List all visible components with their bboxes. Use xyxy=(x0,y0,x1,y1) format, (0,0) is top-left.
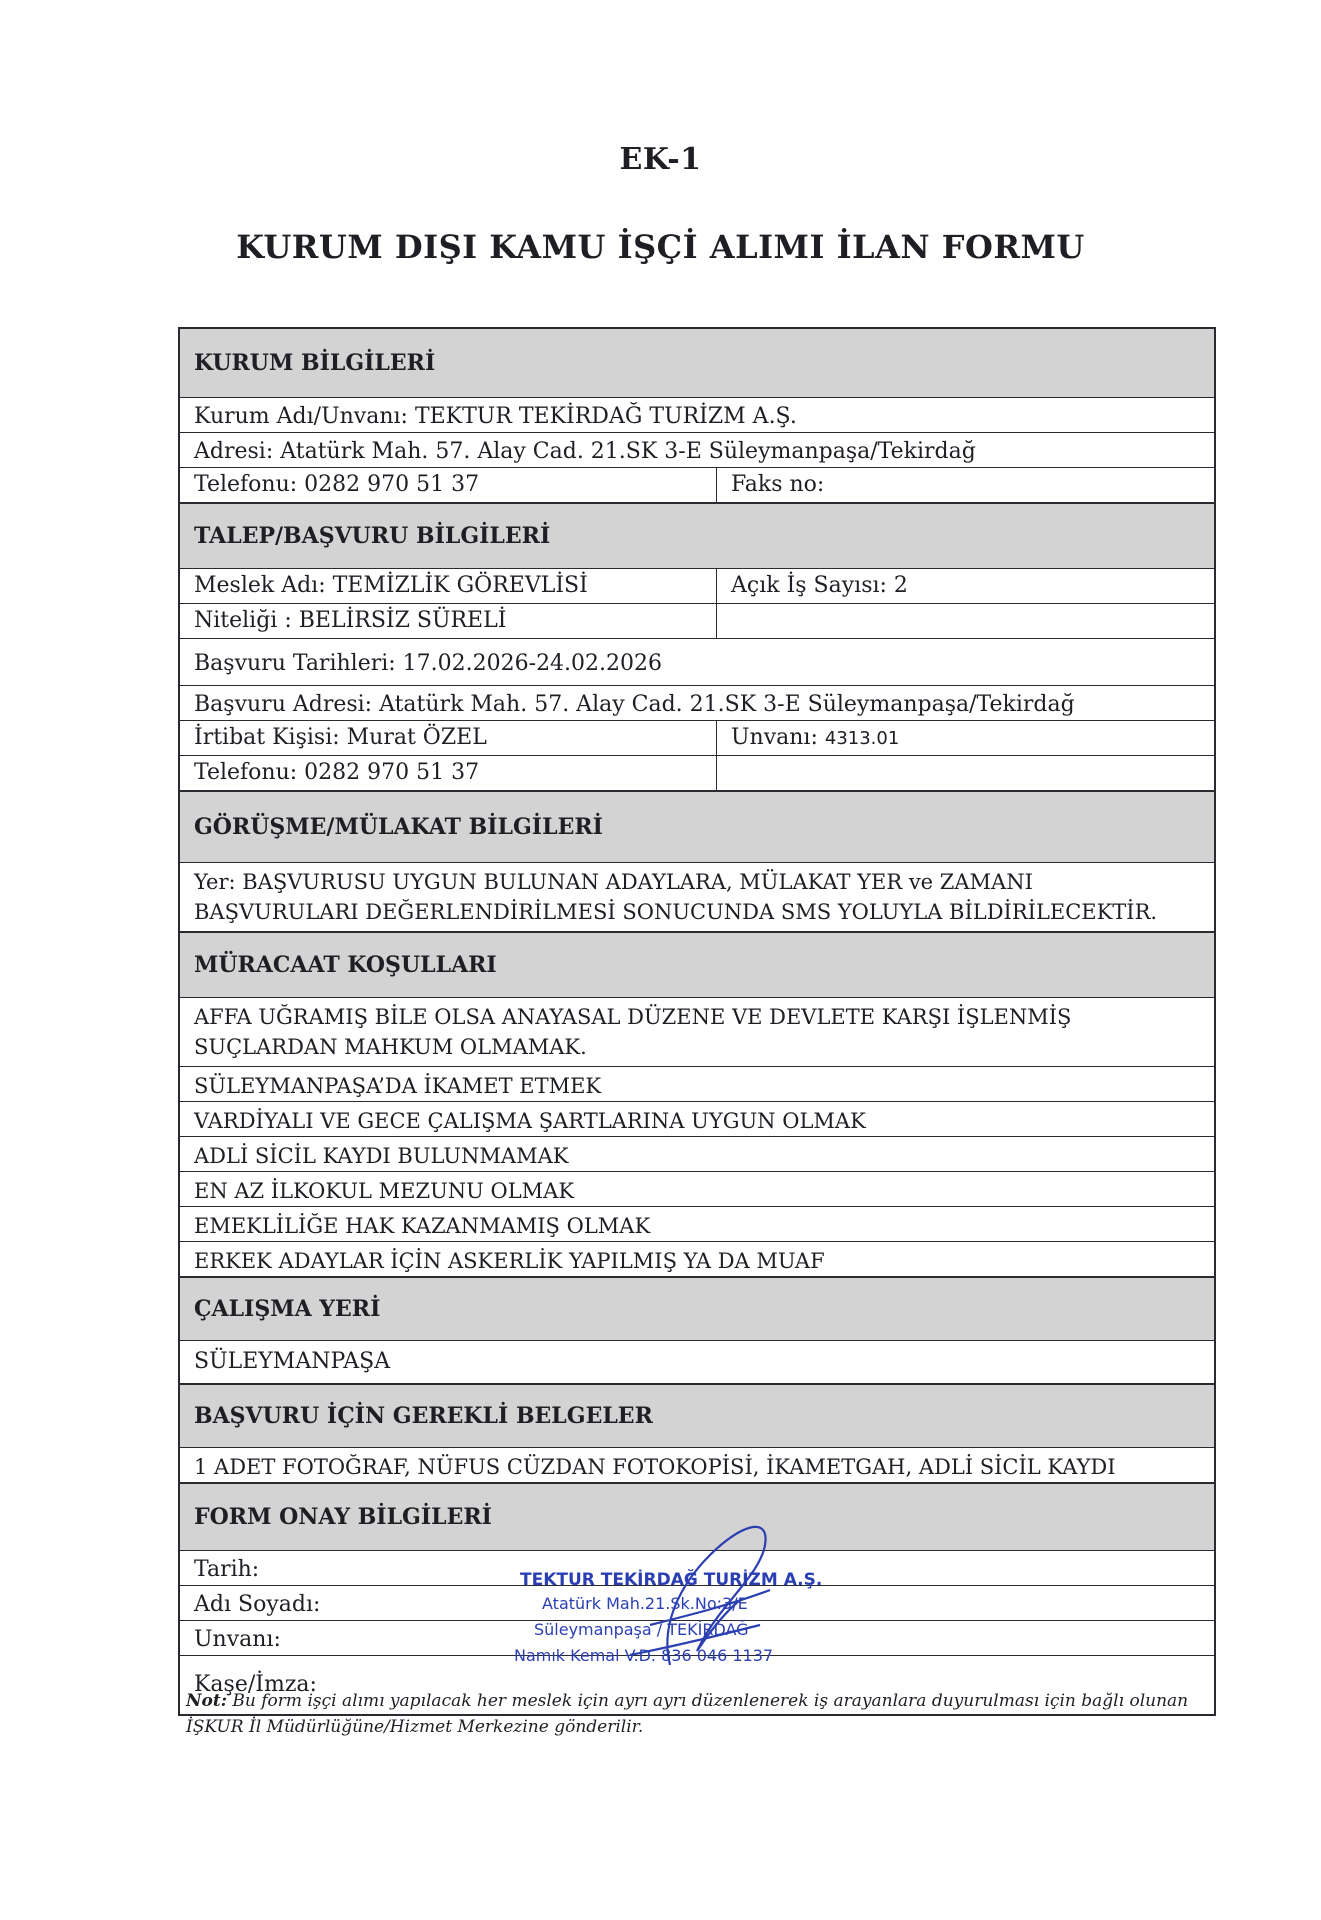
row-irtibat xyxy=(180,720,1214,755)
company-stamp-signature xyxy=(510,1505,850,1695)
irtibat-unvan xyxy=(717,721,1214,755)
kosul-item: ERKEK ADAYLAR İÇİN ASKERLİK YAPILMIŞ YA DA MUAF xyxy=(194,1249,825,1273)
row-kosul-7 xyxy=(180,1241,1214,1276)
nitelik: Niteliği : BELİRSİZ SÜRELİ xyxy=(180,604,717,638)
footnote xyxy=(186,1688,1216,1740)
kosul-item: ADLİ SİCİL KAYDI BULUNMAMAK xyxy=(194,1144,569,1168)
irtibat-kisisi: İrtibat Kişisi: Murat ÖZEL xyxy=(180,721,717,755)
kosul-item: AFFA UĞRAMIŞ BİLE OLSA ANAYASAL DÜZENE VE DEVLETE KARŞI İŞLENMİŞ SUÇLARDAN MAHKUM OLMAMAK. xyxy=(194,1005,1072,1059)
onay-tarih: Tarih: xyxy=(194,1557,260,1582)
unvan-value: 4313.01 xyxy=(824,728,900,749)
stamp-line-2: Atatürk Mah.21.Sk.No:3/E xyxy=(542,1594,748,1613)
basvuru-adresi: Başvuru Adresi: Atatürk Mah. 57. Alay Cad. 21.SK 3-E Süleymanpaşa/Tekirdağ xyxy=(194,692,1075,717)
section-kosullar-heading: MÜRACAAT KOŞULLARI xyxy=(180,931,1214,997)
row-kosul-1 xyxy=(180,997,1214,1066)
meslek-adi: Meslek Adı: TEMİZLİK GÖREVLİSİ xyxy=(180,569,717,603)
section-gorusme-heading: GÖRÜŞME/MÜLAKAT BİLGİLERİ xyxy=(180,790,1214,862)
row-meslek xyxy=(180,568,1214,603)
row-gorusme-yer xyxy=(180,862,1214,931)
unvan-label: Unvanı: xyxy=(731,725,825,750)
row-kosul-2 xyxy=(180,1066,1214,1101)
note-label: Not: xyxy=(186,1691,228,1711)
row-kurum-adres xyxy=(180,432,1214,467)
kurum-adi: Kurum Adı/Unvanı: TEKTUR TEKİRDAĞ TURİZM A.Ş. xyxy=(194,404,797,429)
row-kosul-4 xyxy=(180,1136,1214,1171)
irtibat-telefon-empty xyxy=(717,756,1214,790)
row-nitelik xyxy=(180,603,1214,638)
section-belgeler-heading: BAŞVURU İÇİN GEREKLİ BELGELER xyxy=(180,1383,1214,1447)
gorusme-yer: Yer: BAŞVURUSU UYGUN BULUNAN ADAYLARA, MÜLAKAT YER ve ZAMANI BAŞVURULARI DEĞERLENDİRİLMESİ SONUCUNDA SMS YOLUYLA BİLDİRİLECEKTİR. xyxy=(194,870,1158,924)
kosul-item: VARDİYALI VE GECE ÇALIŞMA ŞARTLARINA UYGUN OLMAK xyxy=(194,1109,866,1133)
form-title: KURUM DIŞI KAMU İŞÇİ ALIMI İLAN FORMU xyxy=(236,228,1085,266)
section-calisma-yeri-heading: ÇALIŞMA YERİ xyxy=(180,1276,1214,1340)
note-text: Bu form işçi alımı yapılacak her meslek için ayrı ayrı düzenlenerek iş arayanlara duyurulması için bağlı olunan İŞKUR İl Müdürlüğüne/Hizmet Merkezine gönderilir. xyxy=(186,1691,1189,1737)
annex-label: EK-1 xyxy=(619,142,702,177)
calisma-yeri: SÜLEYMANPAŞA xyxy=(194,1349,391,1374)
row-kurum-adi xyxy=(180,397,1214,432)
gerekli-belgeler: 1 ADET FOTOĞRAF, NÜFUS CÜZDAN FOTOKOPİSİ, İKAMETGAH, ADLİ SİCİL KAYDI xyxy=(194,1455,1116,1479)
kurum-telefon: Telefonu: 0282 970 51 37 xyxy=(180,468,717,502)
irtibat-telefon: Telefonu: 0282 970 51 37 xyxy=(180,756,717,790)
row-kosul-3 xyxy=(180,1101,1214,1136)
kosul-item: EN AZ İLKOKUL MEZUNU OLMAK xyxy=(194,1179,575,1203)
row-kurum-telefon xyxy=(180,467,1214,502)
row-tarihler xyxy=(180,638,1214,685)
nitelik-empty xyxy=(717,604,1214,638)
row-kosul-5 xyxy=(180,1171,1214,1206)
onay-unvani: Unvanı: xyxy=(194,1627,281,1652)
row-irtibat-telefon xyxy=(180,755,1214,790)
kosul-item: EMEKLİLİĞE HAK KAZANMAMIŞ OLMAK xyxy=(194,1214,651,1238)
kosul-item: SÜLEYMANPAŞA’DA İKAMET ETMEK xyxy=(194,1074,602,1098)
section-kurum-heading: KURUM BİLGİLERİ xyxy=(180,329,1214,397)
section-talep-heading: TALEP/BAŞVURU BİLGİLERİ xyxy=(180,502,1214,568)
kurum-adres: Adresi: Atatürk Mah. 57. Alay Cad. 21.SK 3-E Süleymanpaşa/Tekirdağ xyxy=(194,439,976,464)
row-calisma-yeri xyxy=(180,1340,1214,1383)
basvuru-tarihleri: Başvuru Tarihleri: 17.02.2026-24.02.2026 xyxy=(194,651,663,676)
kurum-faks: Faks no: xyxy=(731,472,825,497)
onay-adi-soyadi: Adı Soyadı: xyxy=(194,1592,321,1617)
stamp-line-1: TEKTUR TEKİRDAĞ TURİZM A.Ş. xyxy=(520,1570,823,1590)
stamp-line-3: Süleymanpaşa / TEKİRDAĞ xyxy=(534,1620,749,1639)
row-basvuru-adresi xyxy=(180,685,1214,720)
stamp-line-4: Namık Kemal V.D. 836 046 1137 xyxy=(514,1646,774,1665)
row-belgeler xyxy=(180,1447,1214,1482)
acik-is-sayisi: Açık İş Sayısı: 2 xyxy=(731,573,908,598)
onay-kase-imza: Kaşe/İmza: xyxy=(194,1672,317,1697)
section-onay-heading: FORM ONAY BİLGİLERİ xyxy=(180,1482,1214,1550)
row-kosul-6 xyxy=(180,1206,1214,1241)
